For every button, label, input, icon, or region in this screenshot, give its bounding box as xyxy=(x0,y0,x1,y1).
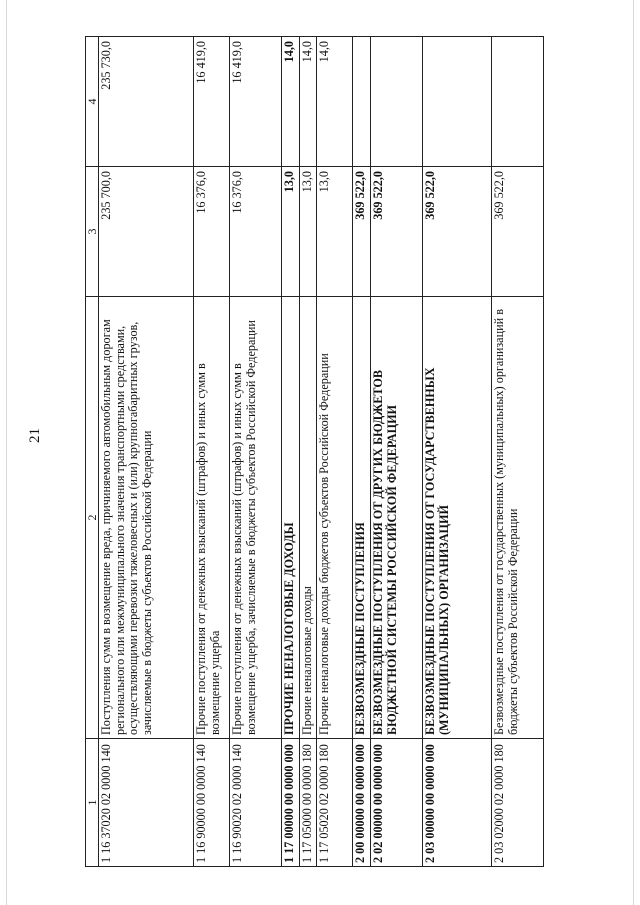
header-cell-2: 2 xyxy=(86,297,99,739)
name-cell: ПРОЧИЕ НЕНАЛОГОВЫЕ ДОХОДЫ xyxy=(282,297,300,739)
code-cell: 1 17 00000 00 0000 000 xyxy=(282,739,300,867)
code-cell: 1 16 37020 02 0000 140 xyxy=(99,739,194,867)
value-cell-2 xyxy=(423,37,492,167)
header-cell-4: 4 xyxy=(86,37,99,167)
code-cell: 1 17 05020 02 0000 180 xyxy=(317,739,353,867)
code-cell: 2 00 00000 00 0000 000 xyxy=(353,739,371,867)
code-cell: 2 03 02000 02 0000 180 xyxy=(492,739,544,867)
name-cell: БЕЗВОЗМЕЗДНЫЕ ПОСТУПЛЕНИЯ ОТ ДРУГИХ БЮДЖЕТОВ БЮДЖЕТНОЙ СИСТЕМЫ РОССИЙСКОЙ ФЕДЕРАЦИИ xyxy=(371,297,423,739)
value-cell-1: 16 376,0 xyxy=(194,167,230,297)
page-number: 21 xyxy=(27,428,43,443)
value-cell-1: 13,0 xyxy=(317,167,353,297)
name-cell: Прочие неналоговые доходы бюджетов субъектов Российской Федерации xyxy=(317,297,353,739)
value-cell-2: 235 730,0 xyxy=(99,37,194,167)
value-cell-2 xyxy=(353,37,371,167)
revenue-table xyxy=(85,36,544,867)
value-cell-1: 235 700,0 xyxy=(99,167,194,297)
name-cell: Прочие поступления от денежных взысканий (штрафов) и иных сумм в возмещение ущерба, зачисляемые в бюджеты субъектов Российской Федерации xyxy=(230,297,282,739)
table-row xyxy=(317,37,353,867)
value-cell-2 xyxy=(371,37,423,167)
name-cell: БЕЗВОЗМЕЗДНЫЕ ПОСТУПЛЕНИЯ xyxy=(353,297,371,739)
name-cell: Прочие неналоговые доходы xyxy=(300,297,317,739)
table-row xyxy=(300,37,317,867)
value-cell-1: 369 522,0 xyxy=(353,167,371,297)
table-row xyxy=(353,37,371,867)
table-row xyxy=(492,37,544,867)
code-cell: 2 03 00000 00 0000 000 xyxy=(423,739,492,867)
name-cell: Прочие поступления от денежных взысканий (штрафов) и иных сумм в возмещение ущерба xyxy=(194,297,230,739)
code-cell: 1 16 90020 02 0000 140 xyxy=(230,739,282,867)
value-cell-1: 13,0 xyxy=(282,167,300,297)
name-cell: БЕЗВОЗМЕЗДНЫЕ ПОСТУПЛЕНИЯ ОТ ГОСУДАРСТВЕННЫХ (МУНИЦИПАЛЬНЫХ) ОРГАНИЗАЦИЙ xyxy=(423,297,492,739)
scan-edge-left xyxy=(6,0,7,905)
value-cell-2: 16 419,0 xyxy=(194,37,230,167)
table-row xyxy=(371,37,423,867)
table-row xyxy=(99,37,194,867)
value-cell-1: 16 376,0 xyxy=(230,167,282,297)
code-cell: 1 17 05000 00 0000 180 xyxy=(300,739,317,867)
table-row xyxy=(282,37,300,867)
header-cell-1: 1 xyxy=(86,739,99,867)
table-row xyxy=(230,37,282,867)
value-cell-2: 16 419,0 xyxy=(230,37,282,167)
revenue-table-body xyxy=(86,37,544,867)
code-cell: 2 02 00000 00 0000 000 xyxy=(371,739,423,867)
code-cell: 1 16 90000 00 0000 140 xyxy=(194,739,230,867)
name-cell: Поступления сумм в возмещение вреда, причиняемого автомобильным дорогам регионального или межмуниципального значения транспортными средствами, осуществляющими перевозки тяжеловесных и (или) крупногабаритных грузов, зачисляемые в бюджеты субъектов Российской Федерации xyxy=(99,297,194,739)
value-cell-1: 369 522,0 xyxy=(423,167,492,297)
value-cell-2: 14,0 xyxy=(317,37,353,167)
name-cell: Безвозмездные поступления от государственных (муниципальных) организаций в бюджеты субъектов Российской Федерации xyxy=(492,297,544,739)
value-cell-2: 14,0 xyxy=(300,37,317,167)
table-row xyxy=(423,37,492,867)
value-cell-1: 369 522,0 xyxy=(371,167,423,297)
scan-edge-right xyxy=(633,0,634,905)
header-cell-3: 3 xyxy=(86,167,99,297)
value-cell-1: 13,0 xyxy=(300,167,317,297)
value-cell-1: 369 522,0 xyxy=(492,167,544,297)
value-cell-2 xyxy=(492,37,544,167)
rotated-table-container xyxy=(85,37,550,867)
value-cell-2: 14,0 xyxy=(282,37,300,167)
header-row xyxy=(86,37,99,867)
table-row xyxy=(194,37,230,867)
